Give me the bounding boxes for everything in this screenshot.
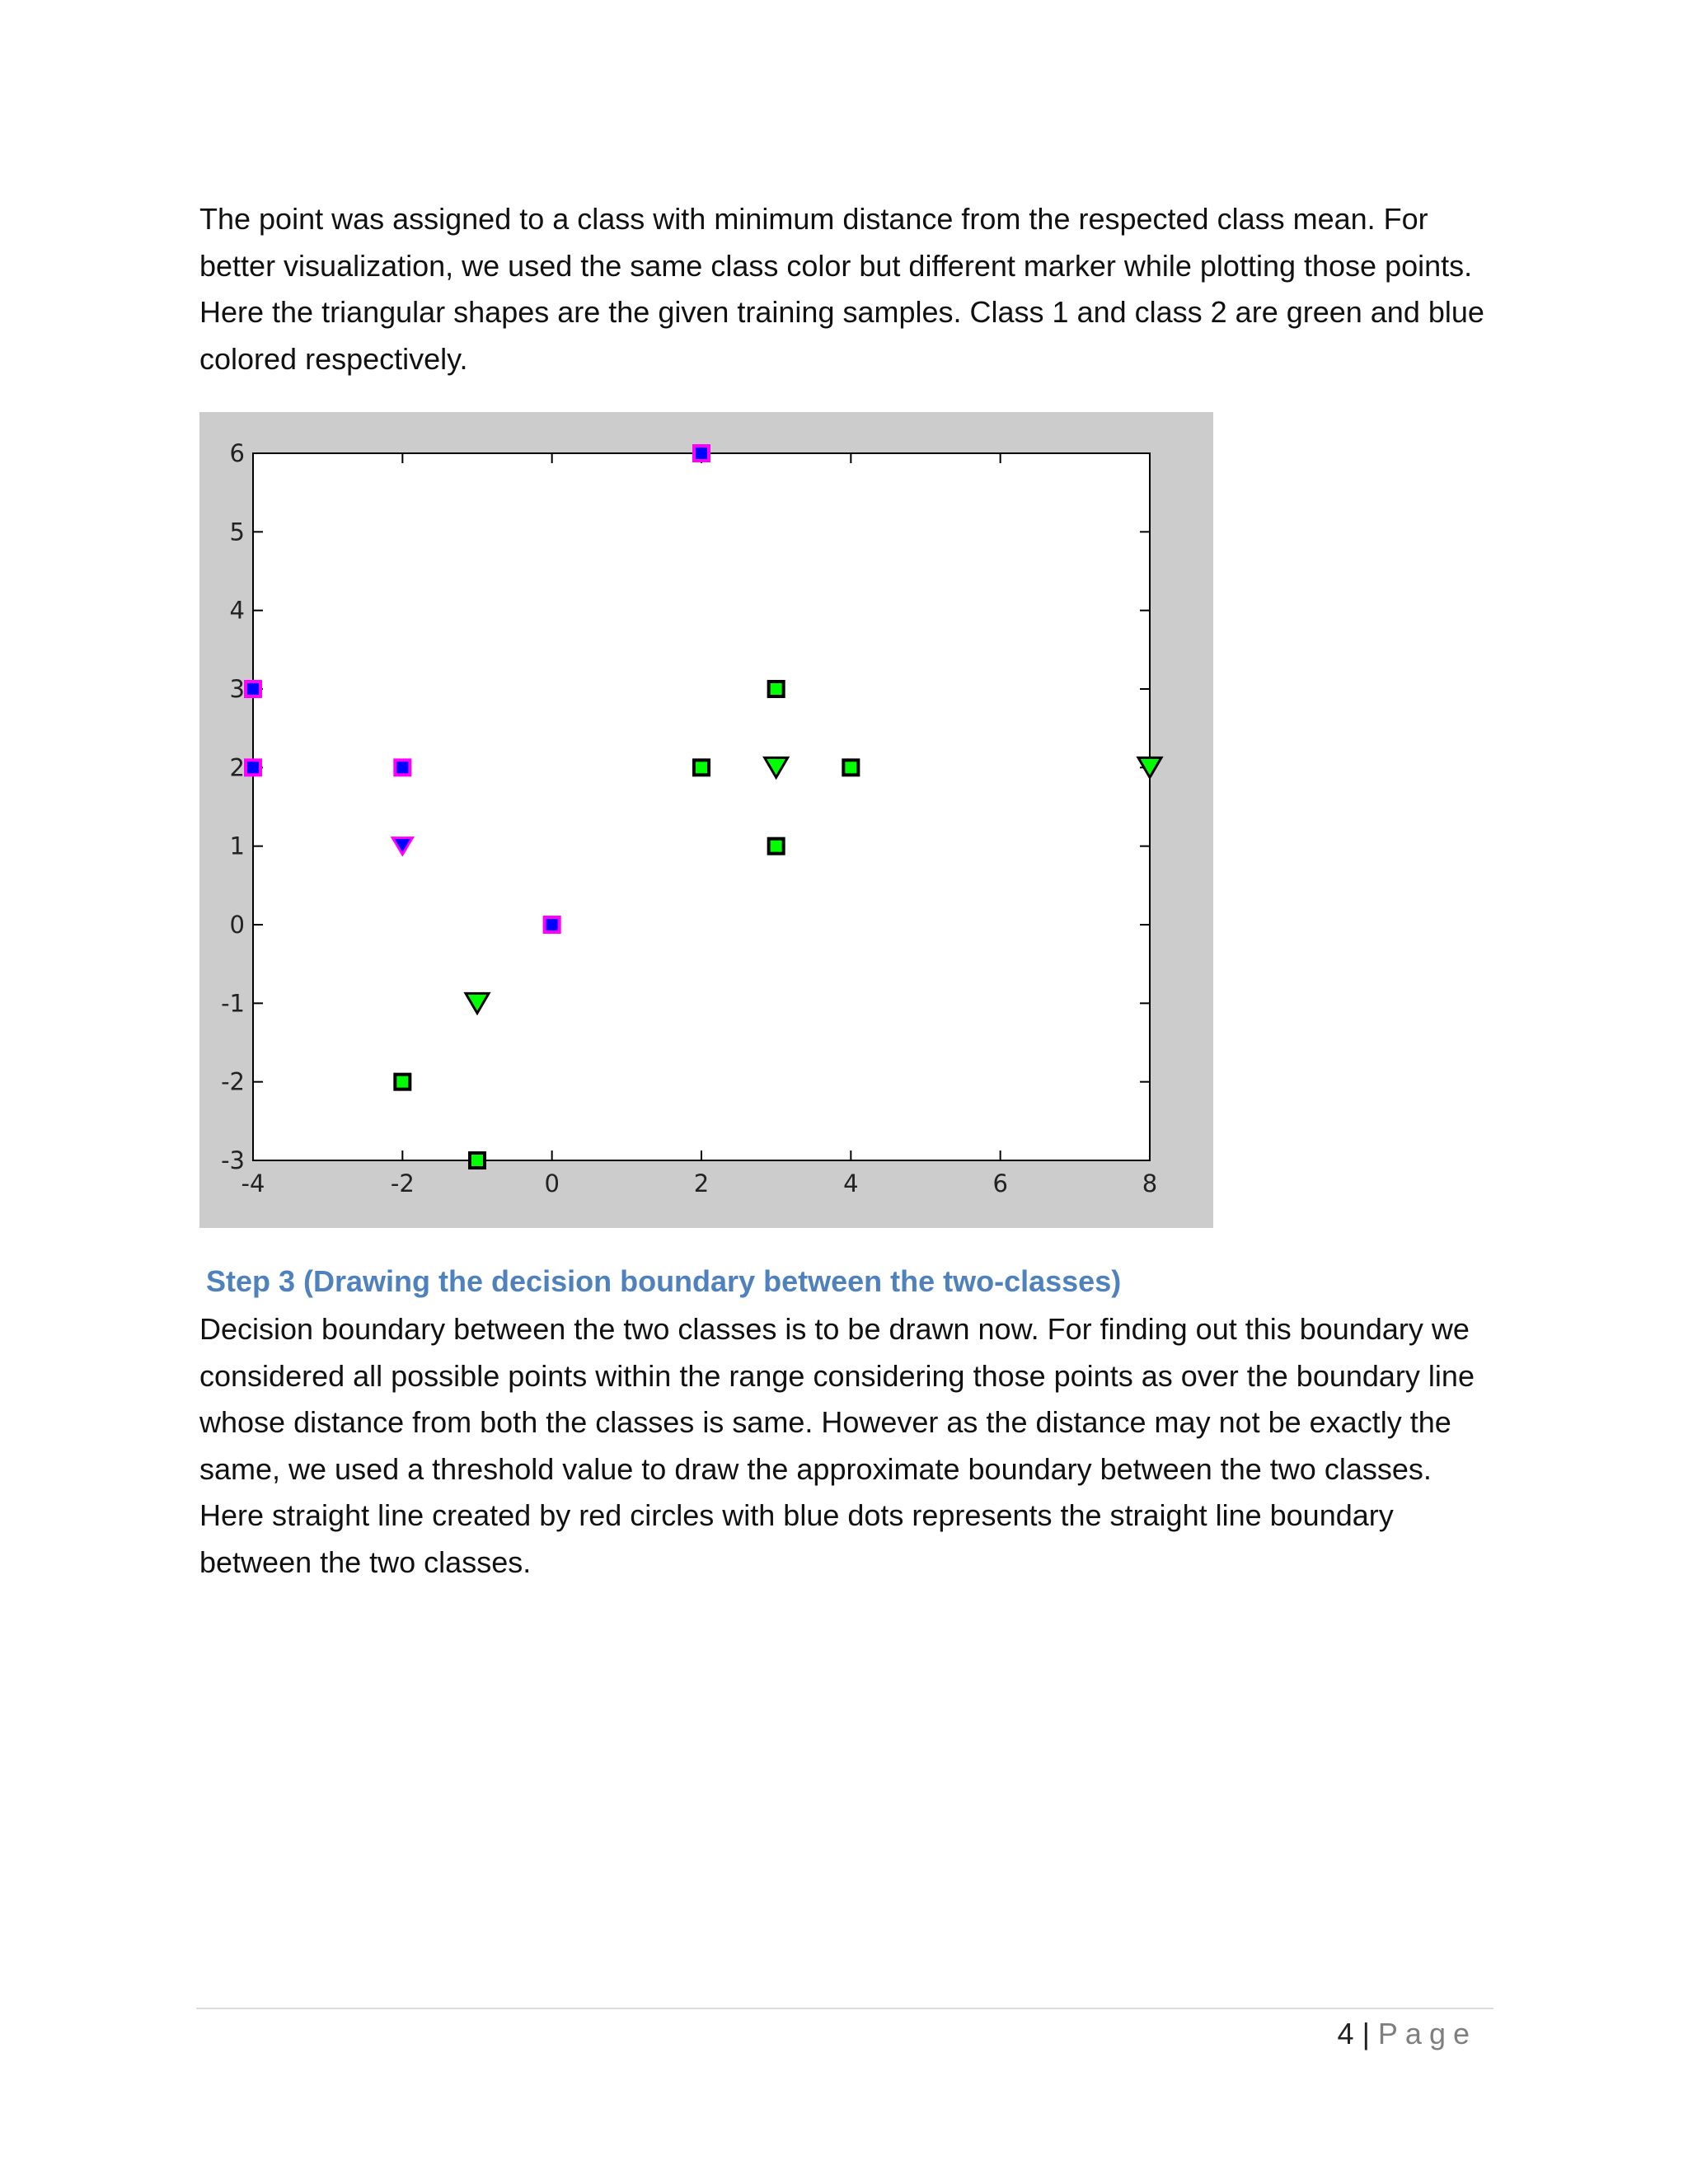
page-word: Page xyxy=(1377,2017,1477,2050)
class1-point xyxy=(470,1153,485,1168)
scatter-plot-figure xyxy=(199,412,1213,1228)
x-tick-label: 8 xyxy=(1142,1169,1158,1197)
x-tick-label: 6 xyxy=(992,1169,1008,1197)
class2-point xyxy=(246,760,260,775)
intro-paragraph: The point was assigned to a class with minimum distance from the respected class mean. For better visualization, we used the same class color but different marker while plotting those points. Here the triangular shapes are the given training samples. Class 1 and class 2 are green and blue colored respectively. xyxy=(199,202,1484,376)
class2-point xyxy=(545,917,560,932)
x-tick-label: 0 xyxy=(544,1169,560,1197)
y-tick-label: 1 xyxy=(229,832,245,860)
class2-point xyxy=(246,682,260,696)
footer-separator: | xyxy=(1362,2017,1370,2050)
y-tick-label: -2 xyxy=(221,1067,245,1096)
y-tick-label: 4 xyxy=(229,596,245,625)
footer-divider xyxy=(196,2008,1493,2009)
class1-point xyxy=(395,1075,410,1090)
y-tick-label: -1 xyxy=(221,989,245,1018)
class1-point xyxy=(769,839,784,854)
y-tick-label: 3 xyxy=(229,675,245,703)
scatter-plot xyxy=(199,412,1213,1228)
class1-point xyxy=(769,682,784,696)
page-number: 4 xyxy=(1337,2017,1354,2050)
step3-paragraph: Decision boundary between the two classes is to be drawn now. For finding out this boundary we considered all possible points within the range considering those points as over the boundary line whose distance from both the classes is same. However as the distance may not be exactly the same, we used a threshold value to draw the approximate boundary between the two classes. Here straight line created by red circles with blue dots represents the straight line boundary between the two classes. xyxy=(199,1312,1475,1579)
x-tick-label: 2 xyxy=(693,1169,710,1197)
y-tick-label: 6 xyxy=(229,439,245,467)
class2-point xyxy=(694,446,709,461)
y-tick-label: -3 xyxy=(221,1146,245,1174)
plot-area xyxy=(253,453,1150,1160)
class2-point xyxy=(395,760,410,775)
x-tick-label: -4 xyxy=(241,1169,265,1197)
step3-heading: Step 3 (Drawing the decision boundary between the two-classes) xyxy=(206,1264,1122,1298)
y-tick-label: 2 xyxy=(229,753,245,782)
class1-point xyxy=(694,760,709,775)
class1-point xyxy=(843,760,858,775)
page-footer xyxy=(1338,2013,1477,2055)
y-tick-label: 0 xyxy=(229,911,245,939)
y-tick-label: 5 xyxy=(229,518,245,546)
x-tick-label: 4 xyxy=(843,1169,859,1197)
x-tick-label: -2 xyxy=(390,1169,415,1197)
